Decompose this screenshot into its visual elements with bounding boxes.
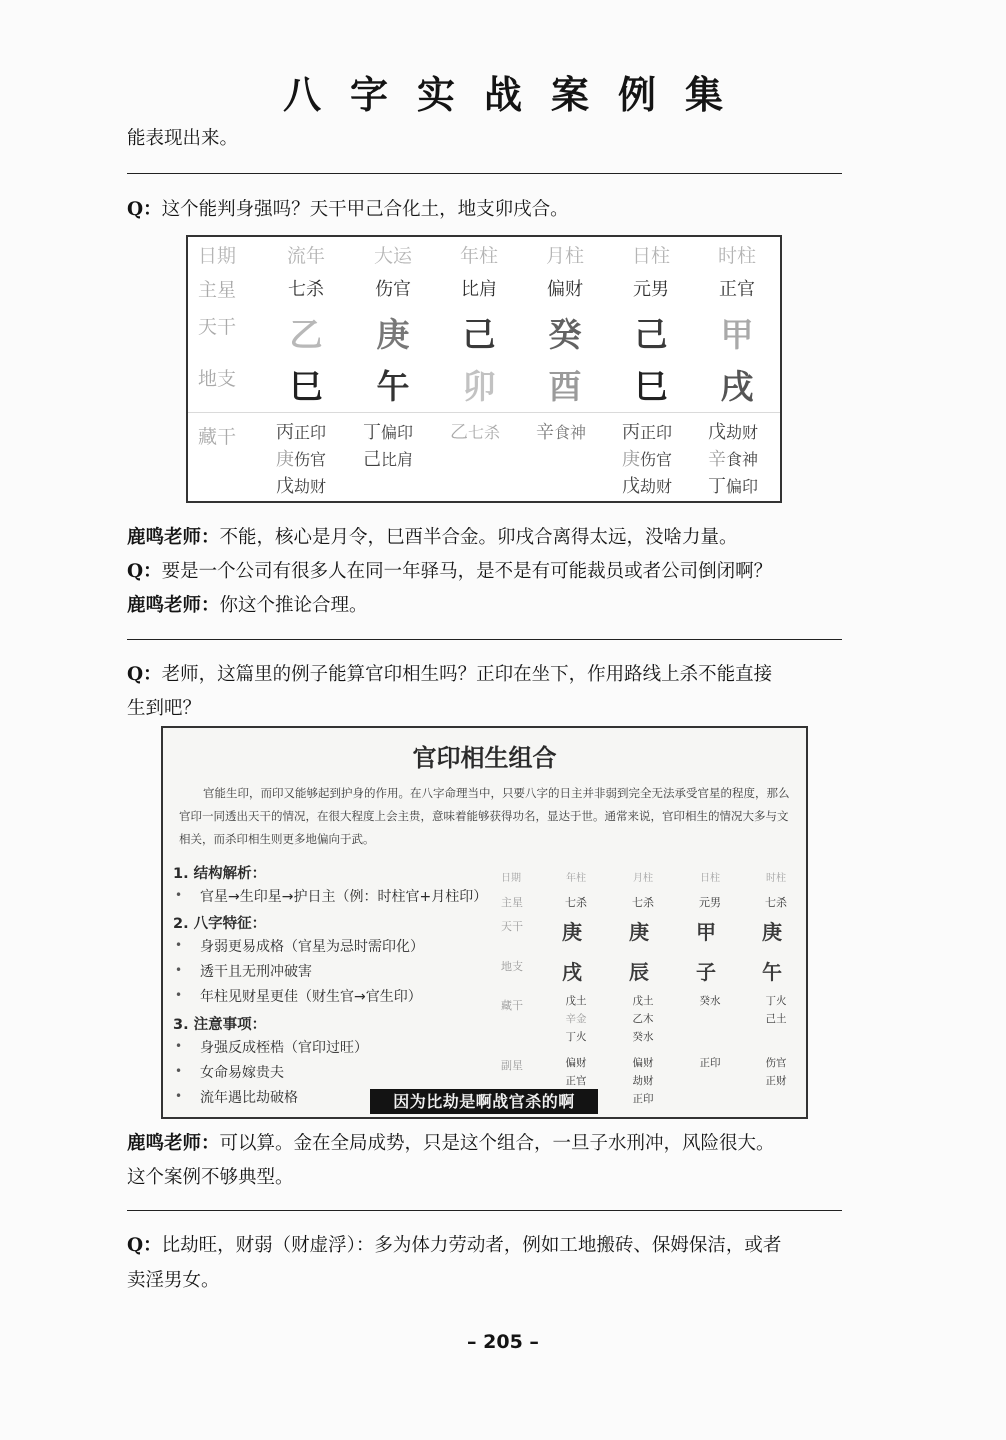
branch: 巳 [634,367,668,406]
answer-2 [127,593,368,619]
speaker-q: Q： [127,561,162,582]
branch: 戌 [720,367,754,406]
mini-main-star: 七杀 [632,896,654,909]
mini-header: 月柱 [633,873,653,884]
bullet-text: 透干且无刑冲破害 [200,964,312,980]
question-2 [127,559,772,585]
label-branch: 地支 [198,368,237,390]
label-stem: 天干 [198,316,237,338]
page-title: 八字实战案例集 [282,73,752,117]
bullet: • [175,888,183,902]
bullet-text: 年柱见财星更佳（财生官→官生印） [200,989,422,1005]
question-3 [127,662,772,688]
bazi-chart [186,235,782,503]
mini-main-star: 七杀 [765,896,787,909]
main-star: 偏财 [547,279,583,300]
bullet: • [175,938,183,952]
mini-hidden: 戊土 辛金 丁火 [565,995,587,1043]
question-3-cont: 生到吧？ [127,698,202,719]
stem: 己 [634,315,668,354]
question-text: 要是一个公司有很多人在同一年驿马，是不是有可能裁员或者公司倒闭啊？ [161,561,773,582]
hidden-stems-hour: 戊劫财 辛食神 丁偏印 [708,422,759,497]
stem: 甲 [720,315,754,354]
hidden-stems-liunian: 丙正印 庚伤官 戊劫财 [276,422,327,497]
bullet: • [175,1039,183,1053]
speaker-q: Q： [127,199,162,220]
mini-main-star: 元男 [699,896,721,909]
question-1 [127,197,569,223]
answer-text: 可以算。金在全局成势，只是这个组合，一旦子水刑冲，风险很大。 [219,1133,775,1154]
mini-stem: 甲 [696,920,716,944]
bullet-text: 流年遇比劫破格 [200,1090,298,1106]
separator [127,1210,842,1211]
bullet: • [175,1089,183,1103]
section-heading: 2. 八字特征： [173,916,267,932]
speaker-q: Q： [127,664,162,685]
bullet: • [175,963,183,977]
mini-main-star: 七杀 [565,896,587,909]
chart-divider [188,412,780,413]
mini-header: 年柱 [566,873,586,884]
text-line: 能表现出来。 [127,128,239,149]
speaker-teacher: 鹿鸣老师： [127,1133,220,1154]
answer-3-cont: 这个案例不够典型。 [127,1167,294,1188]
screenshot-panel [161,726,808,1119]
answer-3 [127,1131,775,1157]
mini-stem: 庚 [562,920,582,944]
mini-stem: 庚 [762,920,782,944]
hidden-stems-dayun: 丁偏印 己比肩 [363,422,414,470]
main-star: 比肩 [461,279,497,300]
mini-hidden: 丁火 己土 [765,995,787,1025]
main-star: 伤官 [375,279,411,300]
speaker-q: Q： [127,1235,162,1256]
answer-text: 不能，核心是月令，巳酉半合金。卯戌合离得太远，没啥力量。 [219,527,738,548]
mini-stem: 庚 [629,920,649,944]
question-text: 比劫旺，财弱（财虚浮）：多为体力劳动者，例如工地搬砖、保姆保洁，或者 [161,1235,782,1256]
mini-label: 副星 [501,1059,523,1072]
branch: 酉 [548,367,582,406]
mini-sub-star: 伤官 正财 [765,1057,787,1087]
header-year: 年柱 [459,245,498,267]
mini-hidden: 癸水 [699,995,721,1007]
header-date: 日期 [198,245,237,267]
section-heading: 3. 注意事项： [173,1017,267,1033]
header-liunian: 流年 [286,245,325,267]
bullet-text: 女命易嫁贵夫 [200,1065,284,1081]
label-main-star: 主星 [198,279,237,301]
mini-branch: 午 [762,960,782,984]
bullet-text: 官星→生印星→护日主（例：时柱官+月柱印） [200,889,488,905]
branch: 巳 [289,367,323,406]
bullet: • [175,988,183,1002]
branch: 午 [376,367,410,406]
mini-branch: 戌 [562,960,582,984]
mini-sub-star: 偏财 正官 [565,1057,587,1087]
stem: 庚 [376,315,410,354]
header-month: 月柱 [545,245,584,267]
branch: 卯 [462,367,496,406]
mini-header: 日柱 [700,873,720,884]
mini-header: 日期 [501,873,521,884]
main-star: 正官 [719,279,755,300]
hidden-stems-month: 辛食神 [536,422,587,443]
stem: 乙 [289,315,323,354]
mini-header: 时柱 [766,873,786,884]
bullet: • [175,1064,183,1078]
mini-sub-star: 偏财 劫财 正印 [632,1057,654,1105]
question-text: 老师，这篇里的例子能算官印相生吗？正印在坐下，作用路线上杀不能直接 [161,664,773,685]
main-star: 七杀 [288,279,324,300]
mini-label: 天干 [501,920,523,933]
mini-label: 地支 [501,960,523,973]
question-4-cont: 卖淫男女。 [127,1270,220,1291]
header-hour: 时柱 [717,245,756,267]
speaker-teacher: 鹿鸣老师： [127,527,220,548]
video-subtitle: 因为比劫是啊战官杀的啊 [370,1089,598,1114]
separator [127,173,842,174]
mini-hidden: 戊土 乙木 癸水 [632,995,654,1043]
mini-label: 主星 [501,896,523,909]
answer-text: 你这个推论合理。 [219,595,368,616]
section-heading: 1. 结构解析： [173,866,267,882]
panel-paragraph: 官能生印，而印又能够起到护身的作用。在八字命理当中，只要八字的日主并非弱到完全无法承受官星的程度，那么 官印一同透出天干的情况，在很大程度上会主贵，意味着能够获得功名，显达于世。通常来说，官印相生的情况大多与文 相关，而杀印相生则更多地偏向于武。 [179,786,790,846]
answer-1 [127,525,738,551]
separator [127,639,842,640]
label-hidden: 藏干 [198,426,237,448]
mini-label: 藏干 [501,999,523,1012]
mini-branch: 辰 [629,960,649,984]
hidden-stems-day: 丙正印 庚伤官 戊劫财 [622,422,673,497]
question-text: 这个能判身强吗？天干甲己合化土，地支卯戌合。 [161,199,569,220]
question-4 [127,1233,781,1259]
bullet-text: 身强反成桎梏（官印过旺） [200,1040,368,1056]
panel-title: 官印相生组合 [412,744,557,772]
stem: 己 [462,315,496,354]
header-dayun: 大运 [373,245,412,267]
speaker-teacher: 鹿鸣老师： [127,595,220,616]
main-star: 元男 [633,279,669,300]
page-number: – 205 – [467,1331,539,1353]
mini-sub-star: 正印 [699,1057,721,1069]
stem: 癸 [548,315,582,354]
hidden-stems-year: 乙七杀 [450,422,501,443]
header-day: 日柱 [631,245,670,267]
bullet-text: 身弱更易成格（官星为忌时需印化） [200,939,424,955]
mini-branch: 子 [696,960,716,984]
